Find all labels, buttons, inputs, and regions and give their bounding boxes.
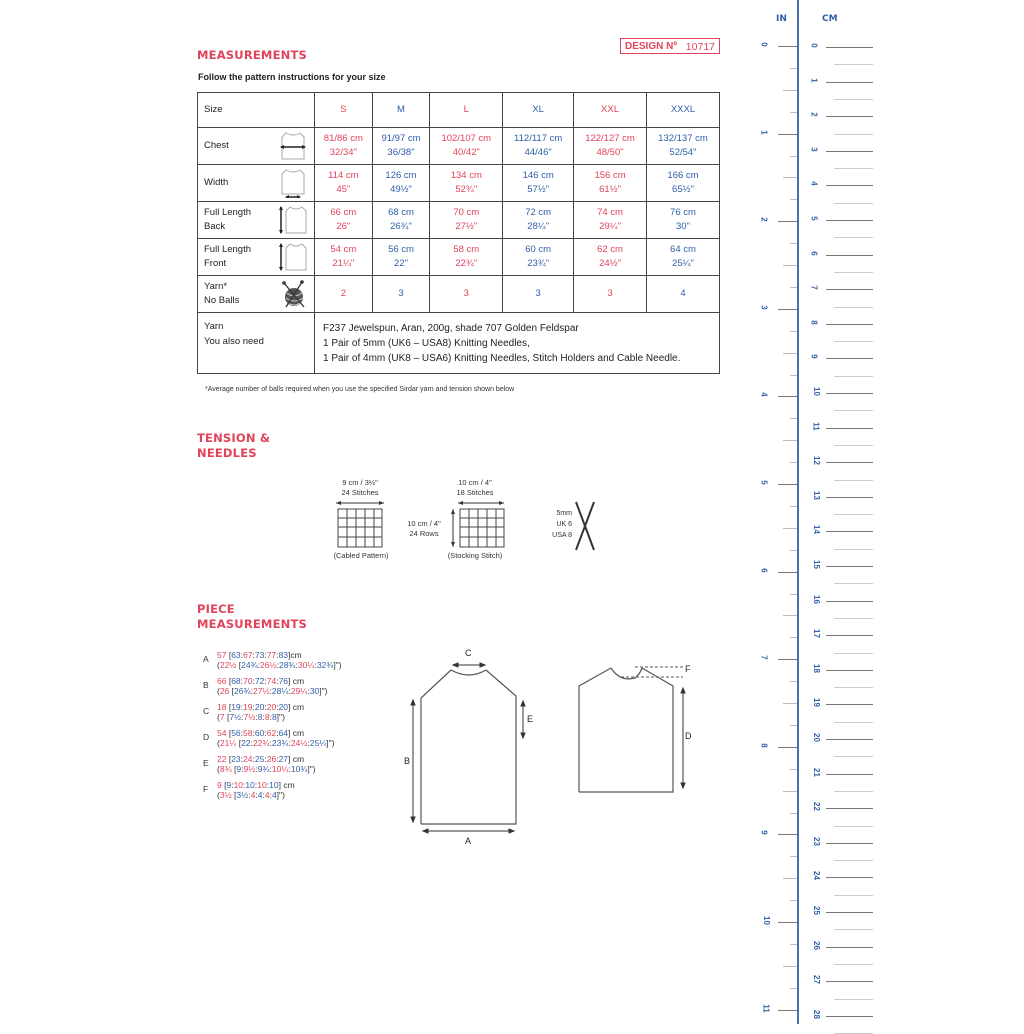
inch-subtick (790, 375, 797, 376)
cm-half-tick (834, 237, 873, 238)
piece-measurement-list (203, 650, 342, 806)
swatch1-grid-icon (330, 499, 390, 549)
piece-title-line2: MEASUREMENTS (197, 617, 307, 631)
piece-measurements-title (197, 602, 307, 632)
inch-label: 8 (759, 743, 769, 748)
piece-letter: F (203, 784, 209, 794)
cell-m: 68 cm 26¾" (372, 202, 430, 239)
cell-xxxl: 166 cm 65½" (646, 165, 719, 202)
row-label-text: Full Length Back (204, 207, 252, 232)
swatch1-stitches: 24 Stitches (341, 488, 379, 497)
cm-tick (826, 393, 873, 394)
table-row-length-front (198, 239, 720, 276)
cm-tick (826, 47, 873, 48)
inch-tick (778, 834, 797, 835)
cm-half-tick (834, 376, 873, 377)
cm-tick (826, 428, 873, 429)
cm-tick (826, 912, 873, 913)
front-piece-outline (579, 668, 673, 792)
diagram-label-a: A (465, 836, 472, 846)
cm-label: 8 (809, 320, 819, 325)
inch-subtick (783, 177, 797, 178)
row-label-text: Yarn* No Balls (204, 281, 240, 306)
ruler-in-label: IN (776, 14, 787, 24)
cm-tick (826, 670, 873, 671)
inch-label: 9 (759, 830, 769, 836)
inch-tick (778, 134, 797, 135)
cm-tick (826, 324, 873, 325)
cm-tick (826, 808, 873, 809)
tension-title (197, 431, 270, 461)
cell-xxxl: 64 cm 25¼" (646, 239, 719, 276)
cell-l: 58 cm 22¾" (430, 239, 503, 276)
inch-subtick (790, 506, 797, 507)
cell-s: 54 cm 21¼" (315, 239, 373, 276)
cm-label: 16 (811, 594, 821, 604)
yarn-info-labels (198, 313, 315, 374)
inch-subtick (783, 265, 797, 266)
inch-subtick (783, 90, 797, 91)
piece-cm: 66 [68:70:72:74:76] cm (217, 676, 305, 686)
inch-label: 4 (759, 392, 769, 398)
piece-in: (3½ [3½:4:4:4:4]") (217, 790, 285, 800)
cm-half-tick (834, 826, 873, 827)
size-xl: XL (503, 93, 574, 128)
length-front-figure-icon (278, 242, 308, 272)
cm-half-tick (834, 203, 873, 204)
swatch2-grid-icon (448, 499, 508, 549)
table-row-yarn-info (198, 313, 720, 374)
cm-label: 5 (809, 216, 819, 221)
cell-xl: 3 (503, 276, 574, 313)
cell-s: 114 cm 45" (315, 165, 373, 202)
measurements-title: MEASUREMENTS (197, 48, 307, 62)
yarn-ball-icon (278, 279, 308, 309)
cell-m: 3 (372, 276, 430, 313)
yarn-line: 1 Pair of 4mm (UK8 – USA6) Knitting Needles, Stitch Holders and Cable Needle. (323, 352, 681, 364)
needle-uk: UK 6 (556, 521, 572, 528)
tension-title-line2: NEEDLES (197, 446, 257, 460)
piece-item-c (203, 702, 342, 722)
cm-label: 14 (811, 525, 821, 535)
table-row-chest (198, 128, 720, 165)
cm-half-tick (834, 272, 873, 273)
diagram-label-c: C (465, 648, 472, 658)
piece-letter: D (203, 732, 210, 742)
chest-figure-icon (278, 131, 308, 161)
diagram-label-e: E (527, 714, 534, 724)
cell-s: 2 (315, 276, 373, 313)
cell-xxl: 122/127 cm 48/50" (574, 128, 647, 165)
cm-half-tick (834, 480, 873, 481)
cm-half-tick (834, 653, 873, 654)
piece-cm: 9 [9:10:10:10:10] cm (217, 780, 295, 790)
needle-sizes (540, 508, 572, 541)
inch-subtick (790, 199, 797, 200)
inch-subtick (783, 791, 797, 792)
cm-label: 10 (811, 387, 821, 396)
ruler-cm-label: CM (822, 14, 838, 24)
cm-label: 9 (809, 354, 819, 360)
cm-tick (826, 1016, 873, 1017)
cm-tick (826, 185, 873, 186)
inch-subtick (790, 681, 797, 682)
diagram-label-d: D (685, 731, 692, 741)
inch-tick (778, 221, 797, 222)
cm-label: 22 (811, 802, 821, 812)
inch-label: 1 (759, 129, 769, 135)
cell-l: 70 cm 27½" (430, 202, 503, 239)
inch-label: 7 (759, 655, 769, 660)
row-label (198, 128, 315, 165)
piece-item-e (203, 754, 342, 774)
f-dashed-lines (621, 667, 683, 677)
table-row-width (198, 165, 720, 202)
inch-label: 5 (759, 480, 769, 485)
piece-in: (26 [26¾:27½:28¼:29¼:30]") (217, 686, 328, 696)
cm-tick (826, 566, 873, 567)
inch-subtick (790, 637, 797, 638)
cm-tick (826, 289, 873, 290)
cm-label: 13 (811, 490, 821, 500)
inch-subtick (790, 462, 797, 463)
cell-xxxl: 132/137 cm 52/54" (646, 128, 719, 165)
cm-tick (826, 220, 873, 221)
cm-tick (826, 531, 873, 532)
row-label (198, 202, 315, 239)
yarn-label: Yarn (204, 321, 224, 332)
size-l: L (430, 93, 503, 128)
swatch2-width: 10 cm / 4" (458, 478, 492, 487)
cm-tick (826, 116, 873, 117)
inch-subtick (790, 68, 797, 69)
row-label (198, 276, 315, 313)
cell-xxxl: 76 cm 30" (646, 202, 719, 239)
cell-xl: 146 cm 57½" (503, 165, 574, 202)
yarn-line: 1 Pair of 5mm (UK6 – USA8) Knitting Needles, (323, 337, 530, 349)
cm-label: 0 (809, 43, 819, 48)
cm-half-tick (834, 64, 873, 65)
inch-subtick (783, 440, 797, 441)
cell-xl: 112/117 cm 44/46" (503, 128, 574, 165)
inch-subtick (783, 703, 797, 704)
yarn-info (315, 313, 720, 374)
diagram-label-f: F (685, 664, 691, 674)
size-s: S (315, 93, 373, 128)
inch-tick (778, 484, 797, 485)
cm-tick (826, 981, 873, 982)
cm-half-tick (834, 895, 873, 896)
ruler-line (797, 0, 799, 1024)
piece-item-a (203, 650, 342, 670)
cm-label: 1 (809, 77, 819, 83)
cm-label: 12 (811, 456, 821, 466)
cm-label: 18 (811, 663, 821, 673)
cm-half-tick (834, 687, 873, 688)
cm-label: 26 (811, 940, 821, 950)
cm-half-tick (834, 445, 873, 446)
length-back-figure-icon (278, 205, 308, 235)
cell-xl: 60 cm 23¾" (503, 239, 574, 276)
cm-tick (826, 947, 873, 948)
cm-label: 2 (809, 112, 819, 117)
measurements-table (197, 92, 720, 374)
piece-item-d (203, 728, 342, 748)
cm-tick (826, 601, 873, 602)
needle-usa: USA 8 (552, 532, 572, 539)
swatch2-caption: (Stocking Stitch) (447, 551, 503, 560)
inch-tick (778, 1010, 797, 1011)
inch-subtick (790, 112, 797, 113)
piece-in: (7 [7½:7½:8:8:8]") (217, 712, 285, 722)
size-header-row (198, 93, 720, 128)
cell-xxxl: 4 (646, 276, 719, 313)
inch-subtick (790, 725, 797, 726)
cm-half-tick (834, 756, 873, 757)
inch-subtick (783, 353, 797, 354)
cm-label: 11 (811, 421, 821, 431)
size-label: Size (198, 93, 315, 128)
cell-xxl: 156 cm 61½" (574, 165, 647, 202)
cm-label: 24 (811, 871, 821, 881)
piece-letter: C (203, 706, 210, 716)
inch-tick (778, 922, 797, 923)
piece-cm: 57 [63:67:73:77:83]cm (217, 650, 302, 660)
size-xxl: XXL (574, 93, 647, 128)
cm-half-tick (834, 722, 873, 723)
cell-xl: 72 cm 28¼" (503, 202, 574, 239)
piece-in: (22½ [24¾:26½:28¾:30¼:32¾]") (217, 660, 342, 670)
inch-subtick (790, 287, 797, 288)
cm-tick (826, 704, 873, 705)
cm-tick (826, 877, 873, 878)
cm-label: 17 (811, 629, 821, 639)
inch-subtick (790, 243, 797, 244)
cm-label: 4 (809, 181, 819, 187)
cm-label: 28 (811, 1009, 821, 1019)
cm-half-tick (834, 341, 873, 342)
yarn-line: F237 Jewelspun, Aran, 200g, shade 707 Golden Feldspar (323, 322, 579, 334)
table-row-length-back (198, 202, 720, 239)
cm-half-tick (834, 929, 873, 930)
swatch2-height: 10 cm / 4" (407, 519, 441, 528)
design-label: DESIGN Nº (625, 41, 677, 52)
row-label-text: Full Length Front (204, 244, 252, 269)
cell-m: 56 cm 22" (372, 239, 430, 276)
diagram-label-b: B (404, 756, 411, 766)
cell-l: 134 cm 52¾" (430, 165, 503, 202)
inch-tick (778, 747, 797, 748)
swatch2-rows: 24 Rows (409, 529, 439, 538)
inch-label: 11 (761, 1003, 771, 1013)
inch-tick (778, 46, 797, 47)
row-label-text: Width (204, 177, 229, 188)
cell-s: 66 cm 26" (315, 202, 373, 239)
inch-subtick (790, 856, 797, 857)
inch-label: 3 (759, 305, 769, 310)
cm-tick (826, 497, 873, 498)
cm-tick (826, 843, 873, 844)
cm-tick (826, 151, 873, 152)
also-need-label: You also need (204, 336, 264, 347)
cell-l: 3 (430, 276, 503, 313)
cm-label: 23 (811, 836, 821, 846)
cm-label: 6 (809, 250, 819, 256)
piece-title-line1: PIECE (197, 602, 235, 616)
inch-subtick (783, 528, 797, 529)
inch-label: 10 (761, 916, 771, 925)
cm-half-tick (834, 860, 873, 861)
cell-l: 102/107 cm 40/42" (430, 128, 503, 165)
piece-in: (21¼ [22:22¾:23¾:24½:25¼]") (217, 738, 335, 748)
inch-subtick (790, 594, 797, 595)
swatch2-stitches: 18 Stitches (456, 488, 494, 497)
inch-subtick (790, 156, 797, 157)
swatch1-caption: (Cabled Pattern) (333, 551, 389, 560)
swatch2-side-labels (398, 519, 450, 539)
cell-s: 81/86 cm 32/34" (315, 128, 373, 165)
row-label (198, 165, 315, 202)
row-label (198, 239, 315, 276)
row-label-text: Chest (204, 140, 229, 151)
piece-item-f (203, 780, 342, 800)
garment-diagram (395, 640, 705, 850)
piece-letter: A (203, 654, 209, 664)
size-xxxl: XXXL (646, 93, 719, 128)
inch-label: 2 (759, 217, 769, 222)
width-figure-icon (278, 168, 308, 198)
cm-tick (826, 255, 873, 256)
inch-label: 0 (759, 42, 769, 47)
cm-half-tick (834, 791, 873, 792)
cm-label: 19 (811, 698, 821, 708)
inch-subtick (790, 331, 797, 332)
design-number: 10717 (685, 41, 715, 53)
swatch2-labels (435, 478, 515, 498)
piece-letter: E (203, 758, 209, 768)
piece-letter: B (203, 680, 209, 690)
inch-subtick (790, 900, 797, 901)
cell-xxl: 3 (574, 276, 647, 313)
cm-half-tick (834, 99, 873, 100)
piece-cm: 22 [23:24:25:26:27] cm (217, 754, 305, 764)
inch-label: 6 (759, 567, 769, 573)
cm-half-tick (834, 168, 873, 169)
cm-half-tick (834, 410, 873, 411)
inch-tick (778, 309, 797, 310)
cm-half-tick (834, 514, 873, 515)
cell-m: 91/97 cm 36/38" (372, 128, 430, 165)
cm-label: 21 (811, 767, 821, 777)
footnote: *Average number of balls required when you use the specified Sirdar yarn and tension shown below (205, 386, 515, 393)
inch-subtick (790, 550, 797, 551)
design-number-badge (620, 38, 720, 54)
swatch1-labels (320, 478, 400, 498)
measurements-subtitle: Follow the pattern instructions for your size (198, 72, 386, 82)
cm-half-tick (834, 583, 873, 584)
inch-subtick (790, 418, 797, 419)
inch-subtick (790, 769, 797, 770)
inch-tick (778, 572, 797, 573)
cell-xxl: 74 cm 29¼" (574, 202, 647, 239)
cm-tick (826, 358, 873, 359)
cm-label: 20 (811, 733, 821, 742)
inch-subtick (790, 988, 797, 989)
inch-tick (778, 659, 797, 660)
cm-tick (826, 739, 873, 740)
inch-subtick (783, 966, 797, 967)
inch-subtick (790, 944, 797, 945)
piece-in: (8¾ [9:9½:9¾:10¼:10¾]") (217, 764, 316, 774)
cm-half-tick (834, 307, 873, 308)
cell-m: 126 cm 49½" (372, 165, 430, 202)
tension-title-line1: TENSION & (197, 431, 271, 445)
size-m: M (372, 93, 430, 128)
swatch1-width: 9 cm / 3½" (342, 478, 378, 487)
cm-tick (826, 82, 873, 83)
cm-half-tick (834, 964, 873, 965)
cm-half-tick (834, 618, 873, 619)
cell-xxl: 62 cm 24½" (574, 239, 647, 276)
inch-subtick (783, 878, 797, 879)
back-piece-outline (421, 670, 516, 824)
cm-label: 3 (809, 147, 819, 152)
cm-half-tick (834, 549, 873, 550)
inch-subtick (783, 615, 797, 616)
cm-tick (826, 635, 873, 636)
cm-label: 27 (811, 975, 821, 985)
piece-item-b (203, 676, 342, 696)
cm-tick (826, 462, 873, 463)
inch-tick (778, 396, 797, 397)
cm-half-tick (834, 999, 873, 1000)
cm-half-tick (834, 134, 873, 135)
cm-tick (826, 774, 873, 775)
piece-cm: 18 [19:19:20:20:20] cm (217, 702, 305, 712)
table-row-yarn-balls (198, 276, 720, 313)
cm-label: 25 (811, 906, 821, 915)
inch-subtick (790, 813, 797, 814)
piece-cm: 54 [56:58:60:62:64] cm (217, 728, 305, 738)
dimension-arrows (411, 663, 685, 833)
cm-label: 7 (809, 285, 819, 290)
knitting-needles-icon (572, 500, 598, 552)
needle-mm: 5mm (556, 510, 572, 517)
cm-label: 15 (811, 560, 821, 569)
